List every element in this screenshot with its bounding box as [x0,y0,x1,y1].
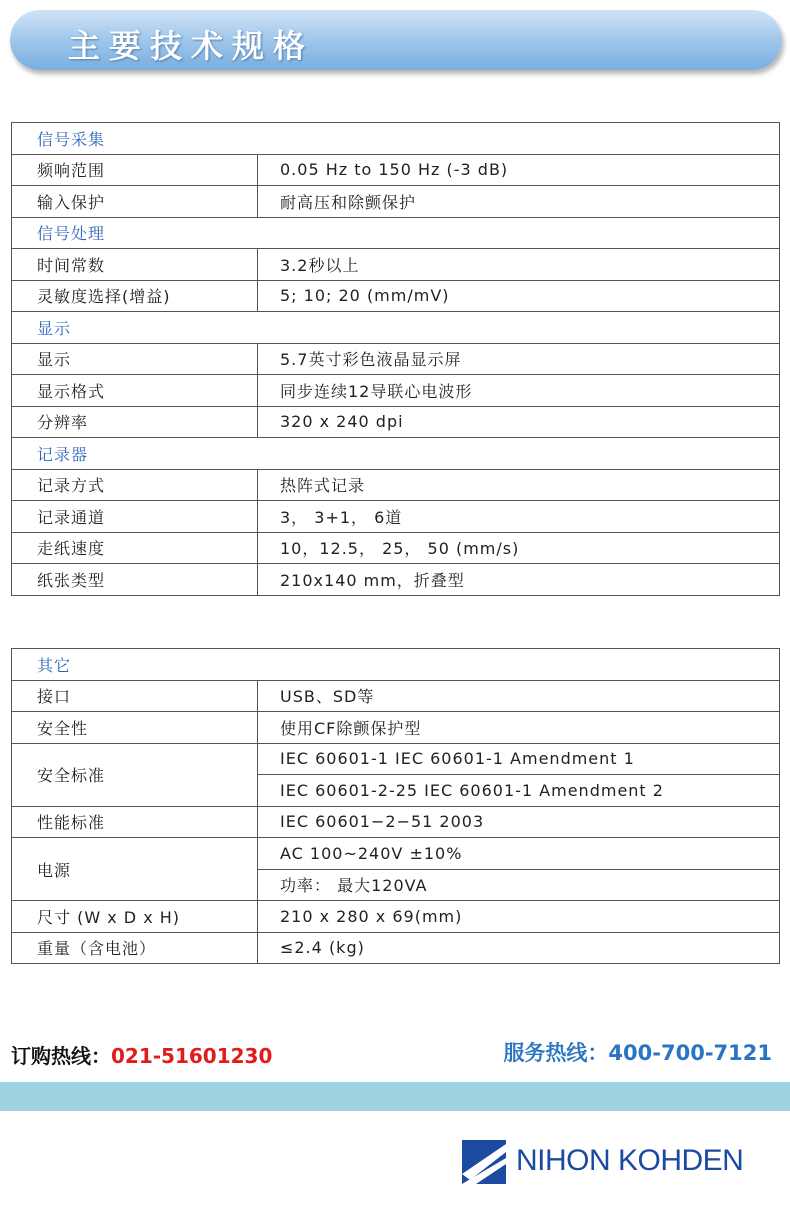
row-value: 0.05 Hz to 150 Hz (-3 dB) [258,154,780,186]
row-label: 灵敏度选择(增益) [12,280,258,312]
row-label: 性能标准 [12,806,258,838]
row-label: 分辨率 [12,406,258,438]
title-banner [10,10,782,70]
section-header-recorder [12,438,780,470]
row-value: IEC 60601-2-25 IEC 60601-1 Amendment 2 [258,775,780,807]
row-label: 显示 [12,343,258,375]
row-label: 时间常数 [12,249,258,281]
spec-table-other [11,648,780,964]
spec-table-main [11,122,780,596]
table-row [12,501,780,533]
row-label: 安全性 [12,712,258,744]
section-title: 显示 [12,312,780,344]
row-label: 输入保护 [12,186,258,218]
row-label: 重量（含电池） [12,932,258,964]
row-value: 3， 3+1， 6道 [258,501,780,533]
section-title: 其它 [12,649,780,681]
row-value: 320 x 240 dpi [258,406,780,438]
row-value: ≤2.4 (kg) [258,932,780,964]
row-value: 5.7英寸彩色液晶显示屏 [258,343,780,375]
section-title: 信号处理 [12,217,780,249]
row-label: 频响范围 [12,154,258,186]
table-row [12,564,780,596]
section-header-display [12,312,780,344]
table-row [12,154,780,186]
row-value: 功率： 最大120VA [258,869,780,901]
row-value: 210x140 mm，折叠型 [258,564,780,596]
table-row [12,186,780,218]
row-value: 耐高压和除颤保护 [258,186,780,218]
table-row [12,532,780,564]
section-header-other [12,649,780,681]
table-row [12,469,780,501]
divider-band [0,1082,790,1111]
row-label: 安全标准 [12,743,258,806]
table-row [12,712,780,744]
table-row [12,743,780,775]
table-row [12,249,780,281]
row-value: 同步连续12导联心电波形 [258,375,780,407]
row-label: 走纸速度 [12,532,258,564]
row-label: 尺寸 (W x D x H) [12,901,258,933]
row-label: 记录通道 [12,501,258,533]
row-label: 电源 [12,838,258,901]
logo-text: NIHON KOHDEN [516,1144,744,1177]
row-value: IEC 60601-1 IEC 60601-1 Amendment 1 [258,743,780,775]
row-value: IEC 60601−2−51 2003 [258,806,780,838]
table-row [12,901,780,933]
section-title: 记录器 [12,438,780,470]
table-row [12,375,780,407]
brand-logo [462,1140,782,1184]
table-row [12,838,780,870]
row-label: 显示格式 [12,375,258,407]
table-row [12,280,780,312]
row-value: 3.2秒以上 [258,249,780,281]
row-label: 纸张类型 [12,564,258,596]
nihon-kohden-logo-icon [462,1140,506,1184]
row-value: USB、SD等 [258,680,780,712]
row-value: 210 x 280 x 69(mm) [258,901,780,933]
section-header-signal-acquisition [12,123,780,155]
section-title: 信号采集 [12,123,780,155]
order-hotline [11,1040,272,1069]
table-row [12,343,780,375]
row-value: 5; 10; 20 (mm/mV) [258,280,780,312]
row-value: 使用CF除颤保护型 [258,712,780,744]
row-label: 记录方式 [12,469,258,501]
table-row [12,806,780,838]
row-value: AC 100~240V ±10% [258,838,780,870]
order-hotline-number[interactable]: 021-51601230 [111,1044,273,1068]
section-header-signal-processing [12,217,780,249]
service-hotline[interactable]: 服务热线：400-700-7121 [503,1041,772,1065]
row-value: 10，12.5， 25， 50 (mm/s) [258,532,780,564]
page-title: 主要技术规格 [68,27,315,65]
row-label: 接口 [12,680,258,712]
row-value: 热阵式记录 [258,469,780,501]
order-hotline-label: 订购热线： [11,1044,111,1068]
table-row [12,932,780,964]
table-row [12,680,780,712]
table-row [12,406,780,438]
